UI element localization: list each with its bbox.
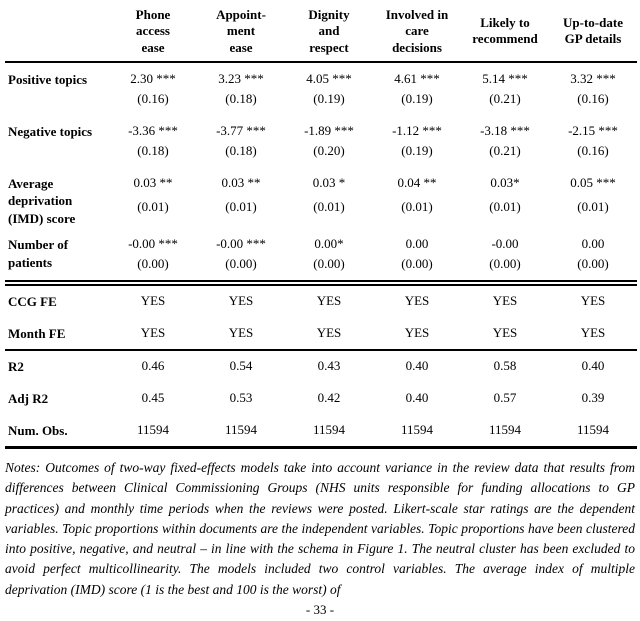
se-cell: (0.00) <box>461 253 549 282</box>
row-ccg-fe <box>5 284 637 318</box>
row-label: Average deprivation (IMD) score <box>8 175 76 226</box>
stat-cell: 0.53 <box>229 390 253 406</box>
coef-cell: 0.00 <box>405 236 429 252</box>
fe-cell: YES <box>461 284 549 318</box>
se-cell: (0.00) <box>109 253 197 282</box>
row-adj-r2 <box>5 383 637 415</box>
stat-cell: 0.40 <box>405 390 429 406</box>
fe-cell: YES <box>549 318 637 352</box>
row-number-patients <box>5 228 637 253</box>
row-month-fe <box>5 318 637 352</box>
stat-cell: 0.58 <box>493 358 517 374</box>
se-cell: (0.21) <box>489 90 521 106</box>
header-uptodate-gp: Up-to-date GP details <box>549 2 637 63</box>
row-label: Month FE <box>5 318 109 352</box>
row-label: Number of patients <box>5 228 109 282</box>
se-cell: (0.00) <box>285 253 373 282</box>
stat-cell: 0.40 <box>581 358 605 374</box>
se-cell: (0.21) <box>489 142 521 158</box>
table-header <box>5 2 637 63</box>
table-body <box>5 63 637 449</box>
stat-cell: 0.42 <box>317 390 341 406</box>
coef-cell: 0.03 ** <box>221 174 261 190</box>
row-avg-deprivation <box>5 167 637 197</box>
coef-cell: 0.00 <box>581 236 605 252</box>
stat-cell: 0.46 <box>141 358 165 374</box>
coef-cell: -3.18 *** <box>480 122 530 138</box>
row-negative-topics <box>5 115 637 140</box>
fe-cell: YES <box>285 318 373 352</box>
table-notes: Notes: Outcomes of two-way fixed-effects models take into account variance in the review data that results from differences between Clinical Commissioning Groups (NHS units responsible for funding allocations to GP practices) and monthly time periods when the reviews were posted. Likert-scale star ratings are the dependent variables. Topic proportions within documents are the independent variables. Topic proportions have been clustered into positive, negative, and neutral – in line with the schema in Figure 1. The neutral cluster has been excluded to avoid perfect multicollinearity. The models included two control variables. The average index of multiple deprivation (IMD) score (1 is the best and 100 is the worst) of <box>5 460 635 597</box>
coef-cell: -0.00 *** <box>128 236 178 252</box>
stat-cell: 11594 <box>461 415 549 450</box>
stat-cell: 0.54 <box>229 358 253 374</box>
fe-cell: YES <box>373 284 461 318</box>
fe-cell: YES <box>373 318 461 352</box>
se-cell: (0.18) <box>137 142 169 158</box>
header-likely-recommend: Likely to recommend <box>461 2 549 63</box>
coef-cell: 0.03 ** <box>133 174 173 190</box>
coef-cell: -1.89 *** <box>304 122 354 138</box>
stat-cell: 0.45 <box>141 390 165 406</box>
coef-cell: -3.77 *** <box>216 122 266 138</box>
stat-cell: 0.40 <box>405 358 429 374</box>
stat-cell: 0.39 <box>581 390 605 406</box>
header-appointment-ease: Appoint- ment ease <box>197 2 285 63</box>
fe-cell: YES <box>549 284 637 318</box>
se-cell: (0.01) <box>225 199 257 215</box>
fe-cell: YES <box>109 284 197 318</box>
row-label: CCG FE <box>5 284 109 318</box>
se-cell: (0.01) <box>137 199 169 215</box>
fe-cell: YES <box>197 318 285 352</box>
stat-cell: 0.43 <box>317 358 341 374</box>
corner-cell <box>5 2 109 63</box>
coef-cell: -0.00 <box>491 236 519 252</box>
header-phone-access-ease: Phone access ease <box>109 2 197 63</box>
row-num-obs <box>5 415 637 450</box>
se-cell: (0.16) <box>137 90 169 106</box>
coef-cell: -0.00 *** <box>216 236 266 252</box>
se-cell: (0.18) <box>225 142 257 158</box>
se-cell: (0.01) <box>401 199 433 215</box>
coef-cell: 0.04 ** <box>397 174 437 190</box>
se-cell: (0.16) <box>577 90 609 106</box>
results-table <box>5 2 637 449</box>
coef-cell: 5.14 *** <box>482 70 528 86</box>
coef-cell: 0.00* <box>314 236 344 252</box>
se-cell: (0.01) <box>313 199 345 215</box>
row-label: R2 <box>8 359 24 375</box>
coef-cell: 3.23 *** <box>218 70 264 86</box>
coef-cell: 0.05 *** <box>570 174 616 190</box>
coef-cell: 4.05 *** <box>306 70 352 86</box>
se-cell: (0.16) <box>577 142 609 158</box>
row-label: Num. Obs. <box>5 415 109 450</box>
se-cell: (0.20) <box>313 142 345 158</box>
header-involved-care: Involved in care decisions <box>373 2 461 63</box>
fe-cell: YES <box>461 318 549 352</box>
stat-cell: 11594 <box>549 415 637 450</box>
stat-cell: 11594 <box>373 415 461 450</box>
se-cell: (0.00) <box>549 253 637 282</box>
row-positive-topics <box>5 63 637 88</box>
coef-cell: -3.36 *** <box>128 122 178 138</box>
row-label: Positive topics <box>8 71 88 87</box>
stat-cell: 11594 <box>109 415 197 450</box>
row-r2 <box>5 351 637 383</box>
stat-cell: 11594 <box>197 415 285 450</box>
coef-cell: 2.30 *** <box>130 70 176 86</box>
page-number: - 33 - <box>305 601 335 617</box>
se-cell: (0.01) <box>489 199 521 215</box>
row-label: Negative topics <box>8 123 93 139</box>
coef-cell: -2.15 *** <box>568 122 618 138</box>
header-dignity-respect: Dignity and respect <box>285 2 373 63</box>
coef-cell: 0.03* <box>490 174 520 190</box>
se-cell: (0.19) <box>401 90 433 106</box>
fe-cell: YES <box>109 318 197 352</box>
se-cell: (0.00) <box>197 253 285 282</box>
coef-cell: -1.12 *** <box>392 122 442 138</box>
se-cell: (0.01) <box>577 199 609 215</box>
se-cell: (0.18) <box>225 90 257 106</box>
fe-cell: YES <box>197 284 285 318</box>
se-cell: (0.19) <box>401 142 433 158</box>
se-cell: (0.00) <box>373 253 461 282</box>
coef-cell: 3.32 *** <box>570 70 616 86</box>
coef-cell: 0.03 * <box>312 174 346 190</box>
fe-cell: YES <box>285 284 373 318</box>
stat-cell: 11594 <box>285 415 373 450</box>
stat-cell: 0.57 <box>493 390 517 406</box>
coef-cell: 4.61 *** <box>394 70 440 86</box>
row-label: Adj R2 <box>8 391 49 407</box>
se-cell: (0.19) <box>313 90 345 106</box>
